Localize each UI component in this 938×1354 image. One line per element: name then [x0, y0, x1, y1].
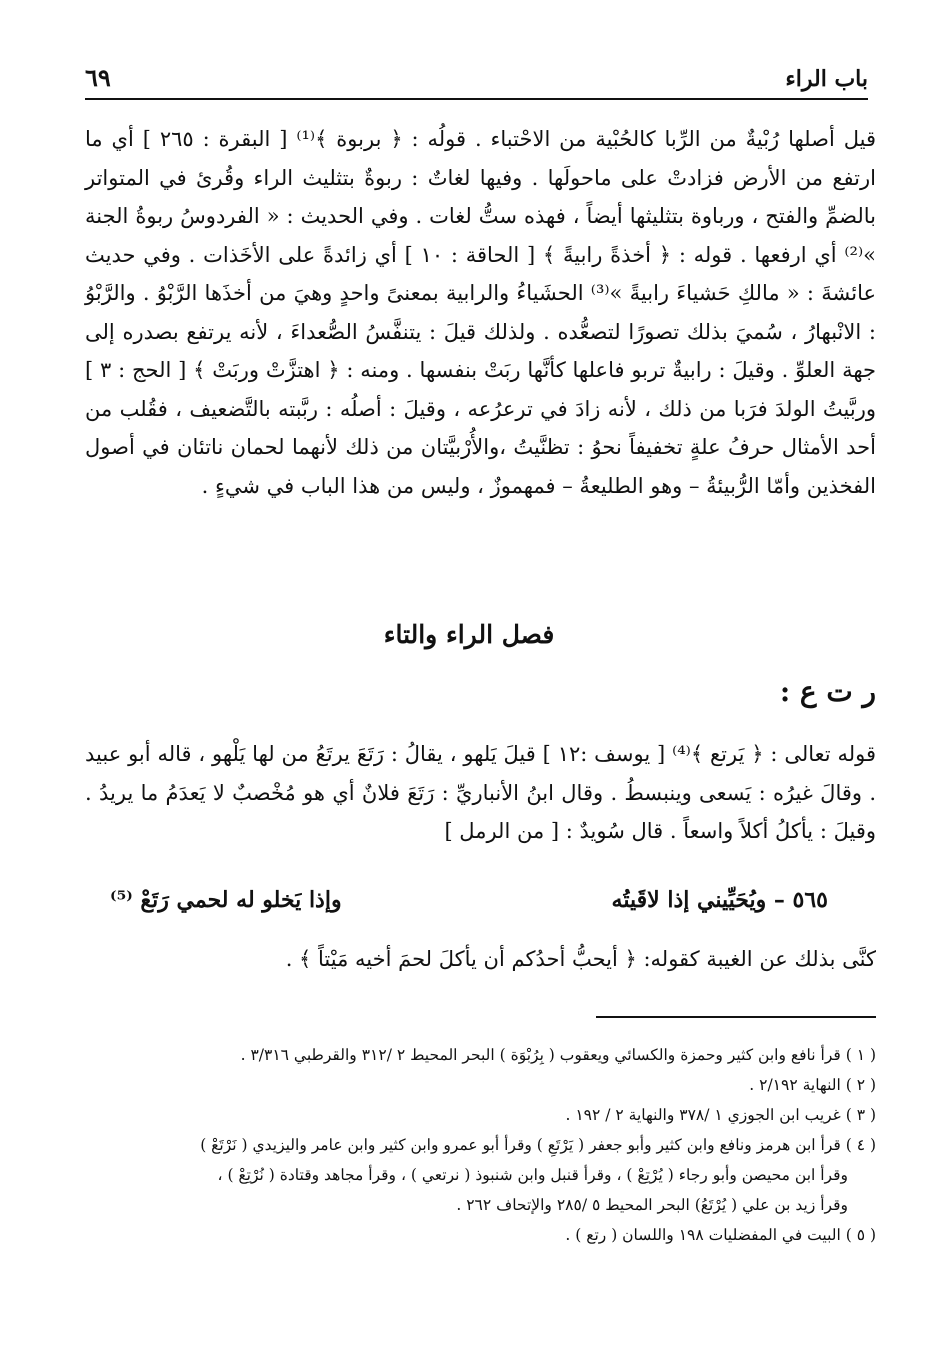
footnote-separator [596, 1016, 876, 1018]
main-text-block [85, 120, 876, 505]
verse-commentary: كنَّى بذلك عن الغيبة كقوله: ﴿ أيحبُّ أحدُكم أن يأكلَ لحمَ أخيه مَيْتاً ﴾ . [285, 947, 876, 971]
footnote-4-continued: وقرأ ابن محيصن وأبو رجاء ( يُرْتِعْ ) ، وقرأ قنبل وابن شنبوذ ( نرتعي ) ، وقرأ مجاهد وقتادة ( نُرْتِعْ ) ، [217, 1166, 848, 1184]
footnote-3: ( ٣ ) غريب ابن الجوزي ١ /٣٧٨ والنهاية ٢ / ١٩٢ . [565, 1106, 876, 1124]
paragraph-rt3: قوله تعالى : ﴿ يَرتع ﴾⁽⁴⁾ [ يوسف :١٢ ] قيلَ يَلهو ، يقالُ : رَتَعَ يرتَعُ من لها يَلْهو ، قاله أبو عبيد . وقالَ غيرُه : يَسعى وينبسطُ . وقال ابنُ الأنباريِّ : رَتَعَ فلانٌ أي هو مُخْصبٌ لا يَعدَمُ ما يريدُ . وقيلَ : يأكلُ أكلاً واسعاً . قال سُويدٌ : [ من الرمل ] [85, 742, 876, 843]
chapter-title: باب الراء [785, 66, 868, 92]
footnote-1: ( ١ ) قرأ نافع وابن كثير وحمزة والكسائي ويعقوب ( بِرُبْوَة ) البحر المحيط ٢ /٣١٢ والقرطبي ٣/٣١٦ . [240, 1046, 876, 1064]
footnote-4-continued: وقرأ زيد بن علي ( يُرْتَعُ) البحر المحيط ٥ /٢٨٥ والإتحاف ٢٦٢ . [456, 1196, 848, 1214]
verse-second-hemistich: وإذا يَخلو له لحمي رَتَعْ ⁽⁵⁾ [110, 887, 342, 913]
poetry-verse [110, 880, 828, 920]
footnotes [85, 1040, 876, 1250]
entry-text-block [85, 735, 876, 851]
paragraph-rbw: قيل أصلها رُبْيةٌ من الرِّبا كالحُبْية من الاحْتباء . قولُه : ﴿ بربوة ﴾⁽¹⁾ [ البقرة : ٢٦٥ ] أي ما ارتفع من الأرض فزادتْ على ماحولَها . وفيها لغاتٌ : ربوةٌ بتثليث الراء وقُرئ في المتواتر بالضمِّ والفتح ، ورباوة بتثليثها أيضاً ، فهذه ستُّ لغات . وفي الحديث : « الفردوسُ ربوةُ الجنة »⁽²⁾ أي ارفعها . قوله : ﴿ أخذةً رابيةً ﴾ [ الحاقة : ١٠ ] أي زائدةً على الأخَذات . وفي حديث عائشةَ : « مالكِ حَشياءَ رابيةً »⁽³⁾ الحشَياءُ والرابية بمعنىً واحدٍ وهيَ من أخذَها الرَّبْوُ . والرَّبْوُ : الانْبهارُ ، سُميَ بذلك تصورًا لتصعُّده . ولذلك قيلَ : يتنفَّسُ الصُّعداءَ ، لأنه يرتفع بصدره إلى جهة العلوِّ . وقيلَ : رابيةٌ تربو فاعلها كأنَّها ربَتْ بنفسها . ومنه : ﴿ اهتزَّتْ وربَتْ ﴾ [ الحج : ٣ ] وربَّيتُ الولدَ فرَبا من ذلك ، لأنه زادَ في ترعرُعه ، وقيلَ : أصلُه : ربَّبته بالتَّضعيف ، فقُلب من أحد الأمثال حرفُ علةٍ تخفيفاً نحوُ : تظنَّيتُ ،والأُرْبيَّتان من ذلك لأنهما لحمان ناتئان في أصول الفخذين وأمّا الرُّبيئةُ – وهو الطليعةُ – فمهموزٌ ، وليس من هذا الباب في شيءٍ . [85, 127, 877, 498]
page-header [85, 52, 868, 100]
verse-first-hemistich: ٥٦٥ – ويُحَيِّيني إذا لاقَيتُه [611, 887, 828, 913]
page-number: ٦٩ [85, 63, 111, 92]
footnote-4: ( ٤ ) قرأ ابن هرمز ونافع وابن كثير وأبو جعفر ( يَرْتَعِ ) وقرأ أبو عمرو وابن كثير وابن عامر واليزيدي ( نَرْتَعْ ) [200, 1136, 876, 1154]
footnote-5: ( ٥ ) البيت في المفضليات ١٩٨ واللسان ( رتع ) . [565, 1226, 876, 1244]
footnote-2: ( ٢ ) النهاية ٢/١٩٢ . [749, 1076, 876, 1094]
section-title: فصل الراء والتاء [383, 620, 555, 649]
root-heading: ر ت ع : [779, 675, 876, 708]
